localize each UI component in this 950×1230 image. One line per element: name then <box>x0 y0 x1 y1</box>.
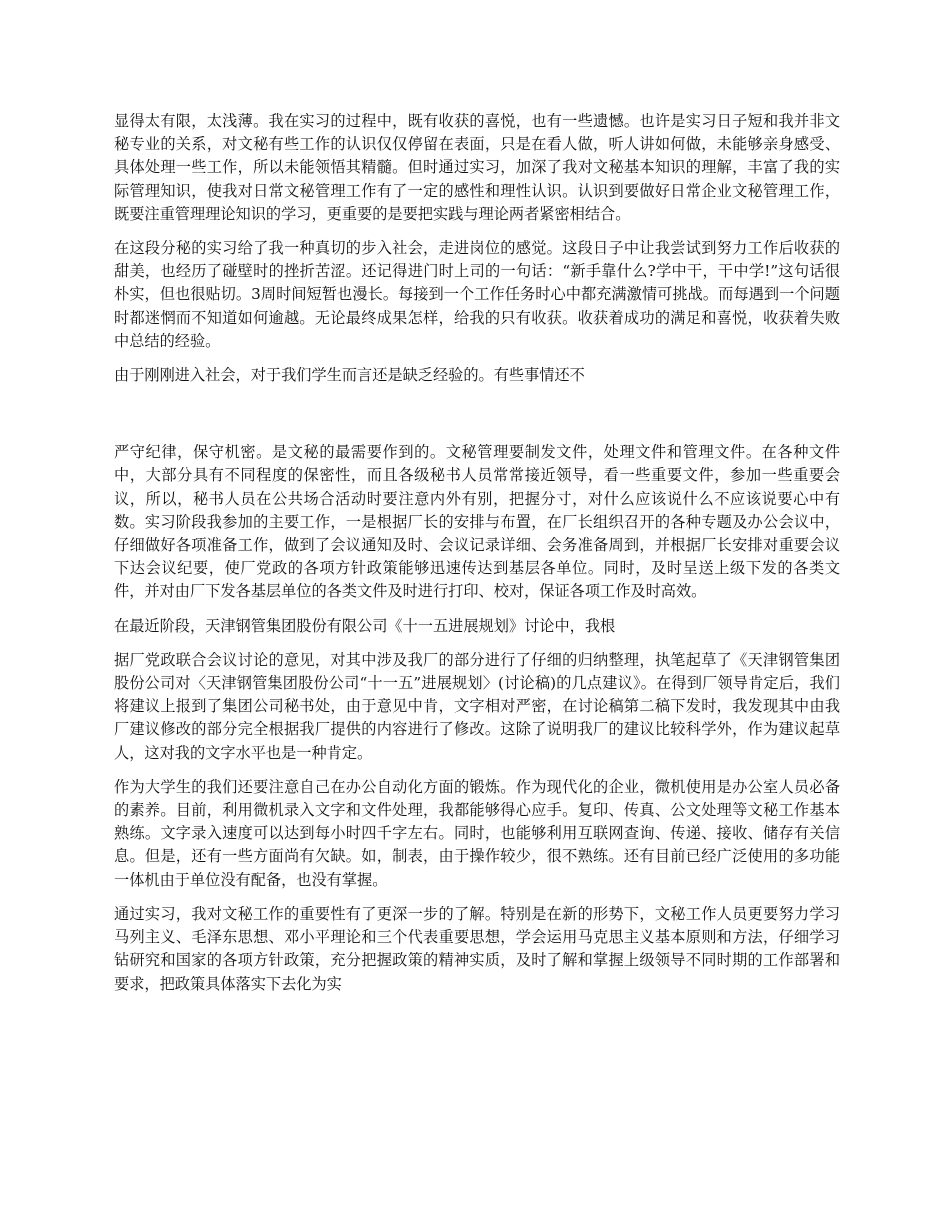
paragraph-5: 在最近阶段，天津钢管集团股份有限公司《十一五进展规划》讨论中，我根 <box>114 616 616 635</box>
paragraph-1: 显得太有限，太浅薄。我在实习的过程中，既有收获的喜悦，也有一些遗憾。也许是实习日子短和我并非文秘专业的关系，对文秘有些工作的认识仅仅停留在表面，只是在看人做，听人讲如何做，未能够亲身感受、具体处理一些工作，所以未能领悟其精髓。但时通过实习，加深了我对文秘基本知识的理解，丰富了我的实际管理知识，使我对日常文秘管理工作有了一定的感性和理性认识。认识到要做好日常企业文秘管理工作，既要注重管理理论知识的学习，更重要的是要把实践与理论两者紧密相结合。 <box>114 112 840 223</box>
page-break-gap <box>114 398 840 441</box>
paragraph-6: 据厂党政联合会议讨论的意见，对其中涉及我厂的部分进行了仔细的归纳整理，执笔起草了《天津钢管集团股份公司对〈天津钢管集团股份公司“十一五”进展规划〉(讨论稿)的几点建议》。在得到厂领导肯定后，我们将建议上报到了集团公司秘书处，由于意见中肯，文字相对严密，在讨论稿第二稿下发时，我发现其中由我厂建议修改的部分完全根据我厂提供的内容进行了修改。这除了说明我厂的建议比较科学外，作为建议起草人，这对我的文字水平也是一种肯定。 <box>114 650 840 762</box>
paragraph-8: 通过实习，我对文秘工作的重要性有了更深一步的了解。特别是在新的形势下，文秘工作人员更要努力学习马列主义、毛泽东思想、邓小平理论和三个代表重要思想，学会运用马克思主义基本原则和方法，仔细学习钻研究和国家的各项方针政策，充分把握政策的精神实质，及时了解和掌握上级领导不同时期的工作部署和要求，把政策具体落实下去化为实 <box>114 904 840 993</box>
paragraph-7: 作为大学生的我们还要注意自己在办公自动化方面的锻炼。作为现代化的企业，微机使用是办公室人员必备的素养。目前，利用微机录入文字和文件处理，我都能够得心应手。复印、传真、公文处理等文秘工作基本熟练。文字录入速度可以达到每小时四千字左右。同时，也能够利用互联网查询、传递、接收、储存有关信息。但是，还有一些方面尚有欠缺。如，制表，由于操作较少，很不熟练。还有目前已经广泛使用的多功能一体机由于单位没有配备，也没有掌握。 <box>114 777 840 889</box>
paragraph-2: 在这段分秘的实习给了我一种真切的步入社会，走进岗位的感觉。这段日子中让我尝试到努力工作后收获的甜美，也经历了碰壁时的挫折苦涩。还记得进门时上司的一句话：“新手靠什么?学中干，干中学!”这句话很朴实，但也很贴切。3周时间短暂也漫长。每接到一个工作任务时心中都充满激情可挑战。而每遇到一个问题时都迷惘而不知道如何逾越。无论最终成果怎样，给我的只有收获。收获着成功的满足和喜悦，收获着失败中总结的经验。 <box>114 239 840 350</box>
paragraph-3: 由于刚刚进入社会，对于我们学生而言还是缺乏经验的。有些事情还不 <box>114 366 585 385</box>
paragraph-4: 严守纪律，保守机密。是文秘的最需要作到的。文秘管理要制发文件，处理文件和管理文件。在各种文件中，大部分具有不同程度的保密性，而且各级秘书人员常常接近领导，看一些重要文件，参加一些重要会议，所以，秘书人员在公共场合活动时要注意内外有别，把握分寸，对什么应该说什么不应该说要心中有数。实习阶段我参加的主要工作，一是根据厂长的安排与布置，在厂长组织召开的各种专题及办公会议中，仔细做好各项准备工作，做到了会议通知及时、会议记录详细、会务准备周到，并根据厂长安排对重要会议下达会议纪要，使厂党政的各项方针政策能够迅速传达到基层各单位。同时，及时呈送上级下发的各类文件，并对由厂下发各基层单位的各类文件及时进行打印、校对，保证各项工作及时高效。 <box>114 443 840 601</box>
document-page <box>114 110 840 1007</box>
